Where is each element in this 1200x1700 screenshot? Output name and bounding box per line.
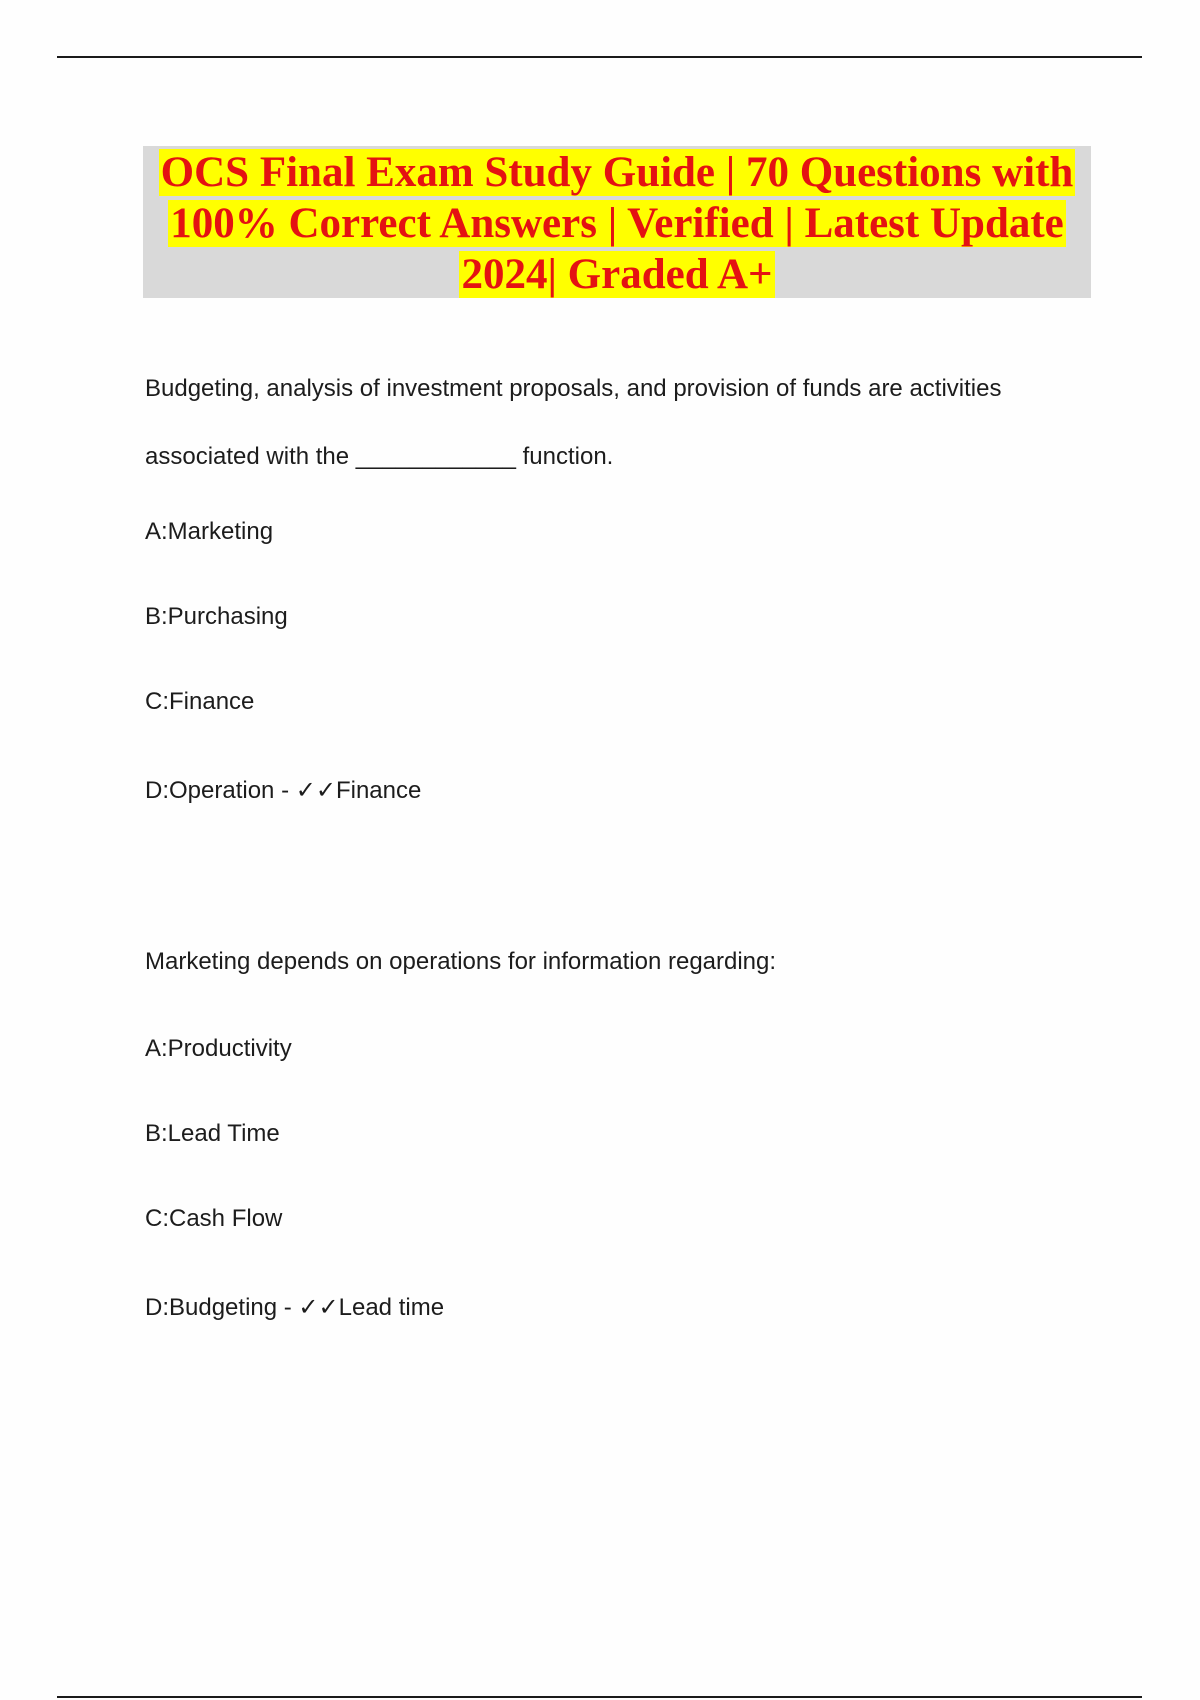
document-title (143, 146, 1091, 298)
correct-answer: Lead time (338, 1294, 445, 1321)
footer-rule (57, 1696, 1142, 1698)
correct-answer: Finance (335, 777, 422, 804)
option-label: D:Operation - (145, 777, 296, 804)
answer-option: C:Cash Flow (145, 1205, 283, 1232)
check-mark-icon: ✓✓ (298, 1293, 339, 1321)
title-line: 100% Correct Answers | Verified | Latest Update (170, 200, 1064, 247)
header-rule (57, 56, 1142, 58)
answer-option-with-key (145, 1293, 444, 1322)
question-text: Budgeting, analysis of investment proposals, and provision of funds are activities associated with the ____________ function. (145, 375, 1002, 470)
title-line: OCS Final Exam Study Guide | 70 Questions with (160, 149, 1074, 196)
option-label: D:Budgeting - (145, 1294, 299, 1321)
answer-option: A:Marketing (145, 518, 274, 545)
title-line: 2024| Graded A+ (461, 251, 773, 298)
question-text: Marketing depends on operations for information regarding: (145, 948, 777, 975)
answer-option: B:Purchasing (145, 603, 288, 630)
check-mark-icon: ✓✓ (295, 776, 336, 804)
answer-option-with-key (145, 776, 421, 805)
answer-option: A:Productivity (145, 1035, 292, 1062)
answer-option: C:Finance (145, 688, 255, 715)
answer-option: B:Lead Time (145, 1120, 280, 1147)
